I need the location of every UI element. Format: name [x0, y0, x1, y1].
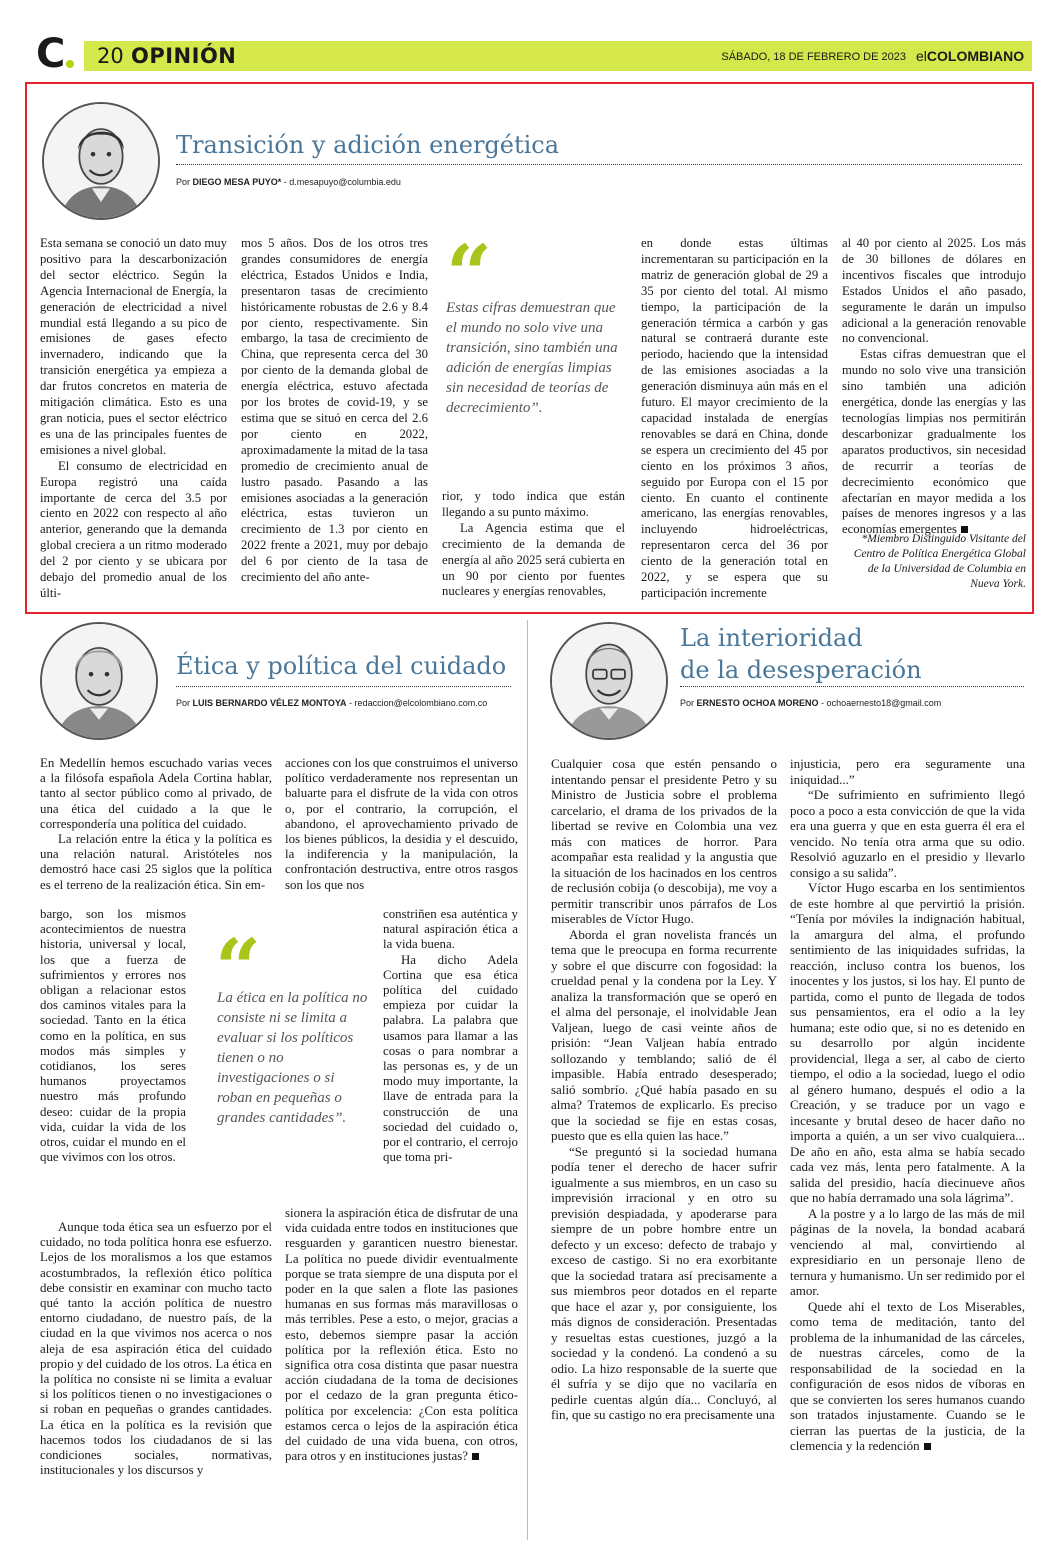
paragraph: acciones con los que construimos el universo político verdaderamente nos representan un baluarte para el disfrute de la vida con otros o, por el contrario, la corrupción, el abandono, el aprovechamiento privado de los bienes públicos, la desidia y el descuido, la indiferencia y la manipulación, la confrontación destructiva, entre otros rasgos son los que nos [285, 756, 518, 892]
issue-date: SÁBADO, 18 DE FEBRERO DE 2023 [721, 51, 906, 63]
paragraph: En Medellín hemos escuchado varias veces a la filósofa española Adela Cortina hablar, tanto al sector público como al privado, de una ética del cuidado a la que le correspondería una política del cuidado. [40, 756, 272, 831]
article-column-4 [641, 236, 828, 602]
article-column-1 [40, 236, 227, 602]
article-column-1 [551, 756, 777, 1423]
article-column-2-bottom [285, 1206, 518, 1464]
paragraph: La Agencia estima que el crecimiento de la demanda de energía al año 2025 será cubierta en un 90 por ciento por fuentes nucleares y energías renovables, [442, 520, 625, 599]
paragraph-text: Estas cifras demuestran que el mundo no solo vive una transición sino también una adición energética, donde las energías y las tecnologías limpias nos permitirán descarbonizar gradualmente los aparatos productivos, sin necesidad de recurrir a teorías de decrecimiento económico que afectarían en mayor medida a los países de menores ingresos y a las economías emergentes [842, 347, 1026, 537]
paragraph: La relación entre la ética y la política es una relación natural. Aristóteles nos demostró hace casi 25 siglos que la política es el terreno de la realización ética. Sin em- [40, 832, 272, 892]
author-email[interactable]: - redaccion@elcolombiano.com.co [349, 698, 488, 708]
title-divider [176, 164, 1022, 165]
paragraph-end [285, 1206, 518, 1464]
paragraph: Ha dicho Adela Cortina que esa ética política del cuidado empieza por cuidar la palabra. La palabra que usamos para llamar a las cosas o para nombrar a las personas es, y de un modo muy importante, la llave de entrada para la construcción de una sociedad del cuidado o, por el contrario, el cerrojo que toma pri- [383, 952, 518, 1165]
title-line-2: de la desesperación [680, 656, 922, 684]
brand-name [916, 48, 1024, 64]
pull-quote: La ética en la política no consiste ni se limita a evaluar si los políticos tienen o no investigaciones o si roban en pequeñas o grandes cantidades”. [217, 990, 368, 1126]
brand-main: COLOMBIANO [926, 48, 1025, 64]
paragraph: injusticia, pero era seguramente una iniquidad...” [790, 756, 1025, 787]
portrait-sketch-icon [42, 624, 156, 738]
paragraph: Aborda el gran novelista francés un tema que le preocupa en forma recurrente y sobre el que discurre con fogosidad: la crueldad penal y la condena por la Ley. Y analiza la transformación que se operó en el alma del personaje, el inolvidable Jean Valjean, luego de casi veinte años de prisión: “Jean Valjean había entrado sollozando y temblando; salió de él impasible. Había entrado desesperado; salió sombrío. ¿Qué había pasado en su alma? Tratemos de explicarlo. Es preciso que la sociedad se fije en estas cosas, puesto que es ella quien las hace.” [551, 926, 777, 1143]
article-column-1-top [40, 756, 272, 893]
quote-mark-icon: “ [215, 921, 262, 1015]
paragraph: “De sufrimiento en sufrimiento llegó poco a poco a esta convicción de que la vida era una guerra y que en esta guerra él era el vencido. No tenía otra arma que su odio. Resolvió aguzarlo en el presidio y llevarlo consigo a su salida”. [790, 787, 1025, 880]
portrait-sketch-icon [552, 624, 666, 738]
section-title: OPINIÓN [131, 44, 237, 68]
article-column-1-wrap [40, 907, 186, 1165]
paragraph: constriñen esa auténtica y natural aspiración ética a la vida buena. [383, 907, 518, 952]
article-column-3 [442, 489, 625, 600]
article-column-2 [790, 756, 1025, 1454]
article-title: Transición y adición energética [176, 131, 560, 159]
paragraph: “Se preguntó si la sociedad humana podía tener el derecho de hacer sufrir igualmente a sus miembros, en un caso su imprevisión irracional y en otro su previsión despiadada, y apoderarse para siempre de un pobre hombre entre un defecto y un exceso: defecto de trabajo y exceso de castigo. Si no era exorbitante que la sociedad tratara así precisamente a sus miembros peor dotados en el reparte que hace el azar y, por consiguiente, los más dignos de consideración. Presentadas y resueltas estas cuestiones, juzgó a la sociedad y la condenó. La condenó a su odio. La hizo responsable de la suerte que él sufría y se dijo que no vacilaría en pedirle cuentas algún día... Concluyó, al fin, que su castigo no era precisamente una [551, 1143, 777, 1422]
portrait-sketch-icon [44, 104, 158, 218]
author-name: DIEGO MESA PUYO* [192, 177, 282, 187]
article-column-2 [241, 236, 428, 586]
byline-prefix: Por [176, 177, 191, 187]
author-name: LUIS BERNARDO VÉLEZ MONTOYA [192, 698, 347, 708]
pull-quote: Estas cifras demuestran que el mundo no solo vive una transición, sino también una adición de energías limpias sin necesidad de teorías de decrecimiento”. [446, 300, 618, 416]
end-mark-icon [924, 1443, 931, 1450]
author-photo-diego-mesa [42, 102, 160, 220]
paragraph: A la postre y a lo largo de las más de mil páginas de la novela, la bondad acabará venciendo al mal, convirtiendo al expresidiario en un personaje lleno de ternura y humanismo. Un ser redimido por el amor. [790, 1205, 1025, 1298]
newspaper-logo: C [36, 31, 66, 77]
article-column-5 [842, 236, 1026, 538]
brand-prefix: el [916, 48, 927, 64]
paragraph: al 40 por ciento al 2025. Los más de 30 billones de dólares en incentivos fiscales que introdujo Estados Unidos el año pasado, seguramente le darán un impulso adicional a la generación renovable no convencional. [842, 236, 1026, 346]
author-email[interactable]: - ochoaernesto18@gmail.com [821, 698, 942, 708]
title-divider [176, 686, 511, 687]
paragraph: en donde estas últimas incrementaran su participación en la matriz de generación global de 29 a 35 por ciento del total. Al mismo tiempo, la participación de la generación térmica a carbón y gas natural se contraerá durante este periodo, haciendo que la intensidad de las emisiones asociadas a la generación disminuya aún más en el futuro. El mayor crecimiento de la capacidad instalada de energías renovables se dará en China, donde se espera un crecimiento del 45 por ciento en los próximos 3 años, seguido por Europa con el 15 por ciento. En cuanto el continente americano, las energías renovables, incluyendo hidroeléctricas, representaron cerca del 36 por ciento de la generación total en 2022, y se espera que su participación incremente [641, 236, 828, 600]
paragraph: El consumo de electricidad en Europa registró una caída importante de cerca del 3.5 por ciento en 2022 con respecto al año anterior, generando que la demanda global creciera a un ritmo moderado del 2 por ciento y se ubicara por debajo del promedio anual de los últi- [40, 458, 227, 600]
title-divider [680, 686, 1024, 687]
article-title [680, 622, 922, 686]
column-divider [527, 620, 528, 1540]
paragraph: bargo, son los mismos acontecimientos de nuestra historia, universal y local, los que a fuerza de sufrimientos y errores nos obligan a relacionar estos dos caminos vitales para la sociedad. Tanto en la ética como en la política, en sus modos más simples y cotidianos, los seres humanos proyectamos nuestro más profundo deseo: cuidar de la propia vida, cuidar la vida de los otros, cuidar el mundo en el que vivimos con los otros. [40, 907, 186, 1165]
article-byline [680, 698, 941, 709]
title-line-1: La interioridad [680, 624, 863, 652]
byline-prefix: Por [176, 698, 191, 708]
paragraph: Cualquier cosa que estén pensando o intentando pensar el presidente Petro y su Ministro de Justicia sobre el problema carcelario, el drama de los privados de la libertad se revive en Colombia una vez más con matices de horror. Para acompañar esta realidad y la angustia que la situación de los hacinados en los centros de reclusión cobija (o descobija), me voy a permitir transcribir unos párrafos de Los miserables de Víctor Hugo. [551, 756, 777, 926]
paragraph: mos 5 años. Dos de los otros tres grandes consumidores de energía eléctrica, Estados Unidos e India, presentaron tasas de crecimiento históricamente robustas de 2.6 y 8.4 por ciento, respectivamente. Sin embargo, la tasa de crecimiento de China, que representa cerca del 30 por ciento de la demanda global de energía eléctrica, estuvo afectada por los brotes de covid-19, y se estima que se situó en cerca del 2.6 por ciento en 2022, aproximadamente la mitad de la tasa promedio de crecimiento anual de lustro pasado. Pasando a las emisiones asociadas a la generación eléctrica, estas tuvieron un crecimiento de 1.3 por ciento en 2022 frente a 2021, muy por debajo del 6 por ciento de la tasa de crecimiento del año ante- [241, 236, 428, 585]
quote-mark-icon: “ [446, 227, 493, 321]
author-name: ERNESTO OCHOA MORENO [696, 698, 819, 708]
paragraph: Aunque toda ética sea un esfuerzo por el cuidado, no toda política honra ese esfuerzo. Lejos de los moralismos a los que estamos acostumbrados, la reflexión ético política debe consistir en examinar con mucho tacto qué tanto la acción política de nuestro entorno ciudadano, de nuestro país, de la ciudad en la que vivimos nos acerca o nos aleja de esa aspiración ética del cuidado propio y del cuidado de los otros. La ética en la política no consiste ni se limita a evaluar si los políticos tienen o no investigaciones o si roban en pequeñas o grandes cantidades. La ética en la política es la revisión que hacemos todos los ciudadanos de si las condiciones sociales, normativas, institucionales y los discursos y [40, 1220, 272, 1478]
paragraph: Esta semana se conoció un dato muy positivo para la descarbonización del sector eléctrico. Según la Agencia Internacional de Energía, la generación de electricidad a nivel mundial está llegando a su pico de emisiones de gases efecto invernadero, indicando que la transición energética ya empieza a dar frutos concretos en materia de mitigación climática. Esto es una gran noticia, pues el sector eléctrico es una de las principales fuentes de emisiones a nivel global. [40, 236, 227, 457]
end-mark-icon [472, 1453, 479, 1460]
byline-prefix: Por [680, 698, 695, 708]
article-title: Ética y política del cuidado [176, 652, 507, 680]
author-photo-ernesto-ochoa [550, 622, 668, 740]
paragraph-end [842, 347, 1026, 538]
author-email[interactable]: - d.mesapuyo@columbia.edu [283, 177, 401, 187]
paragraph: Víctor Hugo escarba en los sentimientos de este hombre al que pervirtió la prisión. “Tenía por móviles la indignación habitual, la amargura del alma, el profundo sentimiento de las iniquidades sufridas, la reacción, incluso contra los buenos, los inocentes y los justos, si los hay. El punto de partida, como el punto de llegada de todos sus pensamientos, era el odio a la ley humana; este odio que, si no es detenido en su desarrollo por algún incidente providencial, llega a ser, al cabo de cierto tiempo, el odio a la sociedad, luego el odio al género humano, después el odio a la Creación, y se traduce por un vago e incesante y brutal deseo de hacer daño no importa a quién, a un ser vivo cualquiera... De año en año, esta alma se había secado cada vez más, lenta pero fatalmente. A la salida del presidio, hacía diecinueve años que no había derramado una sola lágrima”. [790, 880, 1025, 1205]
article-byline [176, 698, 487, 709]
article-byline [176, 177, 401, 188]
author-note: *Miembro Distinguido Visitante del Centro de Política Energética Global de la Universidad de Columbia en Nueva York. [853, 533, 1026, 590]
page-number: 20 [97, 44, 124, 68]
paragraph-end [790, 1299, 1025, 1454]
author-photo-luis-velez [40, 622, 158, 740]
article-column-2-top [285, 756, 518, 893]
paragraph-text: Quede ahí el texto de Los Miserables, como tema de meditación, tanto del problema de la inhumanidad de las cárceles, de nuestras cárceles, como de la responsabilidad de la sociedad en la configuración de esos nidos de víboras en que se convierten los seres humanos cuando son tratados injustamente. Cuando se le cierran las puertas de la justicia, de la clemencia y la redención [790, 1298, 1025, 1453]
article-column-1-bottom [40, 1220, 272, 1478]
logo-dot-icon [66, 60, 74, 68]
article-column-2-wrap [383, 907, 518, 1165]
paragraph-text: sionera la aspiración ética de disfrutar de una vida cuidada entre todos en instituciones que resguarden y garanticen nuestro bienestar. La política no puede dividir eventualmente porque se trata siempre de una disputa por el poder en la que salen a flote las pasiones humanas en sus formas más maravillosas o más terribles. Pese a esto, o mejor, gracias a esto, debemos siempre pasar la acción política por la reflexión ética. Esto no significa otra cosa distinta que pasar nuestra acción ciudadana de la toma de decisiones por el cedazo de la gran pregunta ético-política por excelencia: ¿Con esta política estamos cerca o lejos de la aspiración ética del cuidado de una vida buena, con otros, para otros y en instituciones justas? [285, 1206, 519, 1464]
paragraph: rior, y todo indica que están llegando a su punto máximo. [442, 489, 625, 519]
